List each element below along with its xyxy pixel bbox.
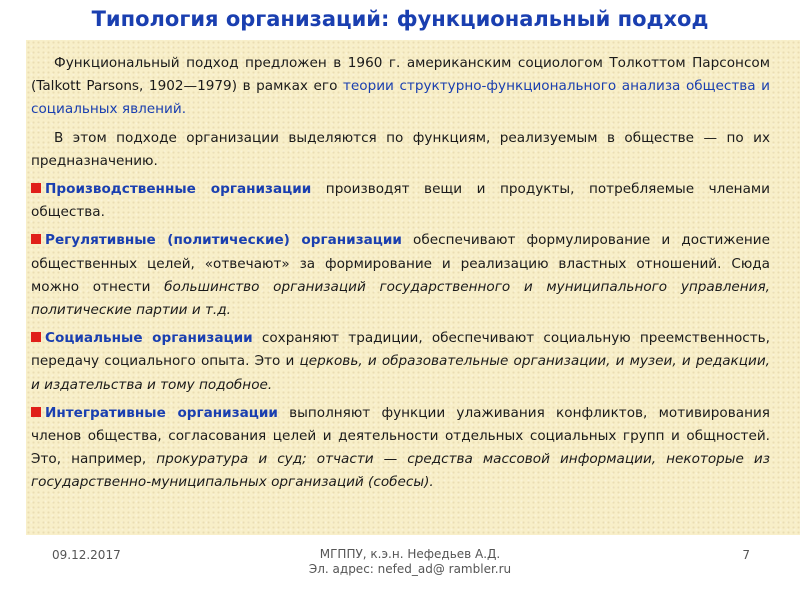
item-term: Производственные организации bbox=[45, 181, 312, 198]
list-item bbox=[31, 229, 770, 322]
footer-author-block bbox=[250, 547, 570, 577]
footer-date: 09.12.2017 bbox=[52, 548, 121, 562]
bullet-square-icon bbox=[31, 234, 41, 244]
item-text: производят вещи и продукты, потребляемые членами общества. bbox=[31, 181, 770, 221]
item-examples: большинство организаций государственного и муниципального управления, политические партии и т.д. bbox=[31, 278, 770, 319]
bullet-square-icon bbox=[31, 332, 41, 342]
list-item bbox=[31, 402, 770, 495]
item-term: Регулятивные (политические) организации bbox=[45, 232, 402, 249]
list-item bbox=[31, 327, 770, 397]
list-item bbox=[31, 178, 770, 224]
bullet-square-icon bbox=[31, 183, 41, 193]
content-panel bbox=[26, 40, 800, 535]
item-text: выполняют функции улаживания конфликтов, мотивирования членов общества, согласования целей и деятельности отдельных социальных групп и общностей. Это, например, bbox=[31, 404, 770, 468]
item-text: сохраняют традиции, обеспечивают социальную преемственность, передачу социального опыта. Это и bbox=[31, 330, 770, 370]
item-examples: церковь, и образовательные организации, и музеи, и редакции, и издательства и тому подобное. bbox=[31, 353, 770, 393]
slide-title: Типология организаций: функциональный подход bbox=[91, 7, 709, 31]
intro-paragraph bbox=[31, 52, 770, 122]
approach-paragraph: В этом подходе организации выделяются по функциям, реализуемым в обществе — по их предназначению. bbox=[31, 129, 770, 169]
item-term: Интегративные организации bbox=[45, 404, 278, 421]
item-text: обеспечивают формулирование и достижение общественных целей, «отвечают» за формирование и реализацию властных отношений. Сюда можно отнести bbox=[31, 232, 770, 295]
bullet-square-icon bbox=[31, 407, 41, 417]
item-examples: прокуратура и суд; отчасти — средства массовой информации, некоторые из государственно-муниципальных организаций (собесы). bbox=[31, 451, 770, 491]
intro-text: Функциональный подход предложен в 1960 г. американским социологом Толкоттом Парсонсом (Talkott Parsons, 1902—1979) в рамках его bbox=[31, 55, 770, 95]
item-term: Социальные организации bbox=[45, 330, 253, 347]
theory-link-text: теории структурно-функционального анализа общества и социальных явлений. bbox=[31, 78, 770, 118]
page-number: 7 bbox=[742, 548, 750, 562]
footer-author: МГППУ, к.э.н. Нефедьев А.Д. bbox=[319, 547, 501, 561]
footer-email: Эл. адрес: nefed_ad@ rambler.ru bbox=[308, 562, 512, 576]
